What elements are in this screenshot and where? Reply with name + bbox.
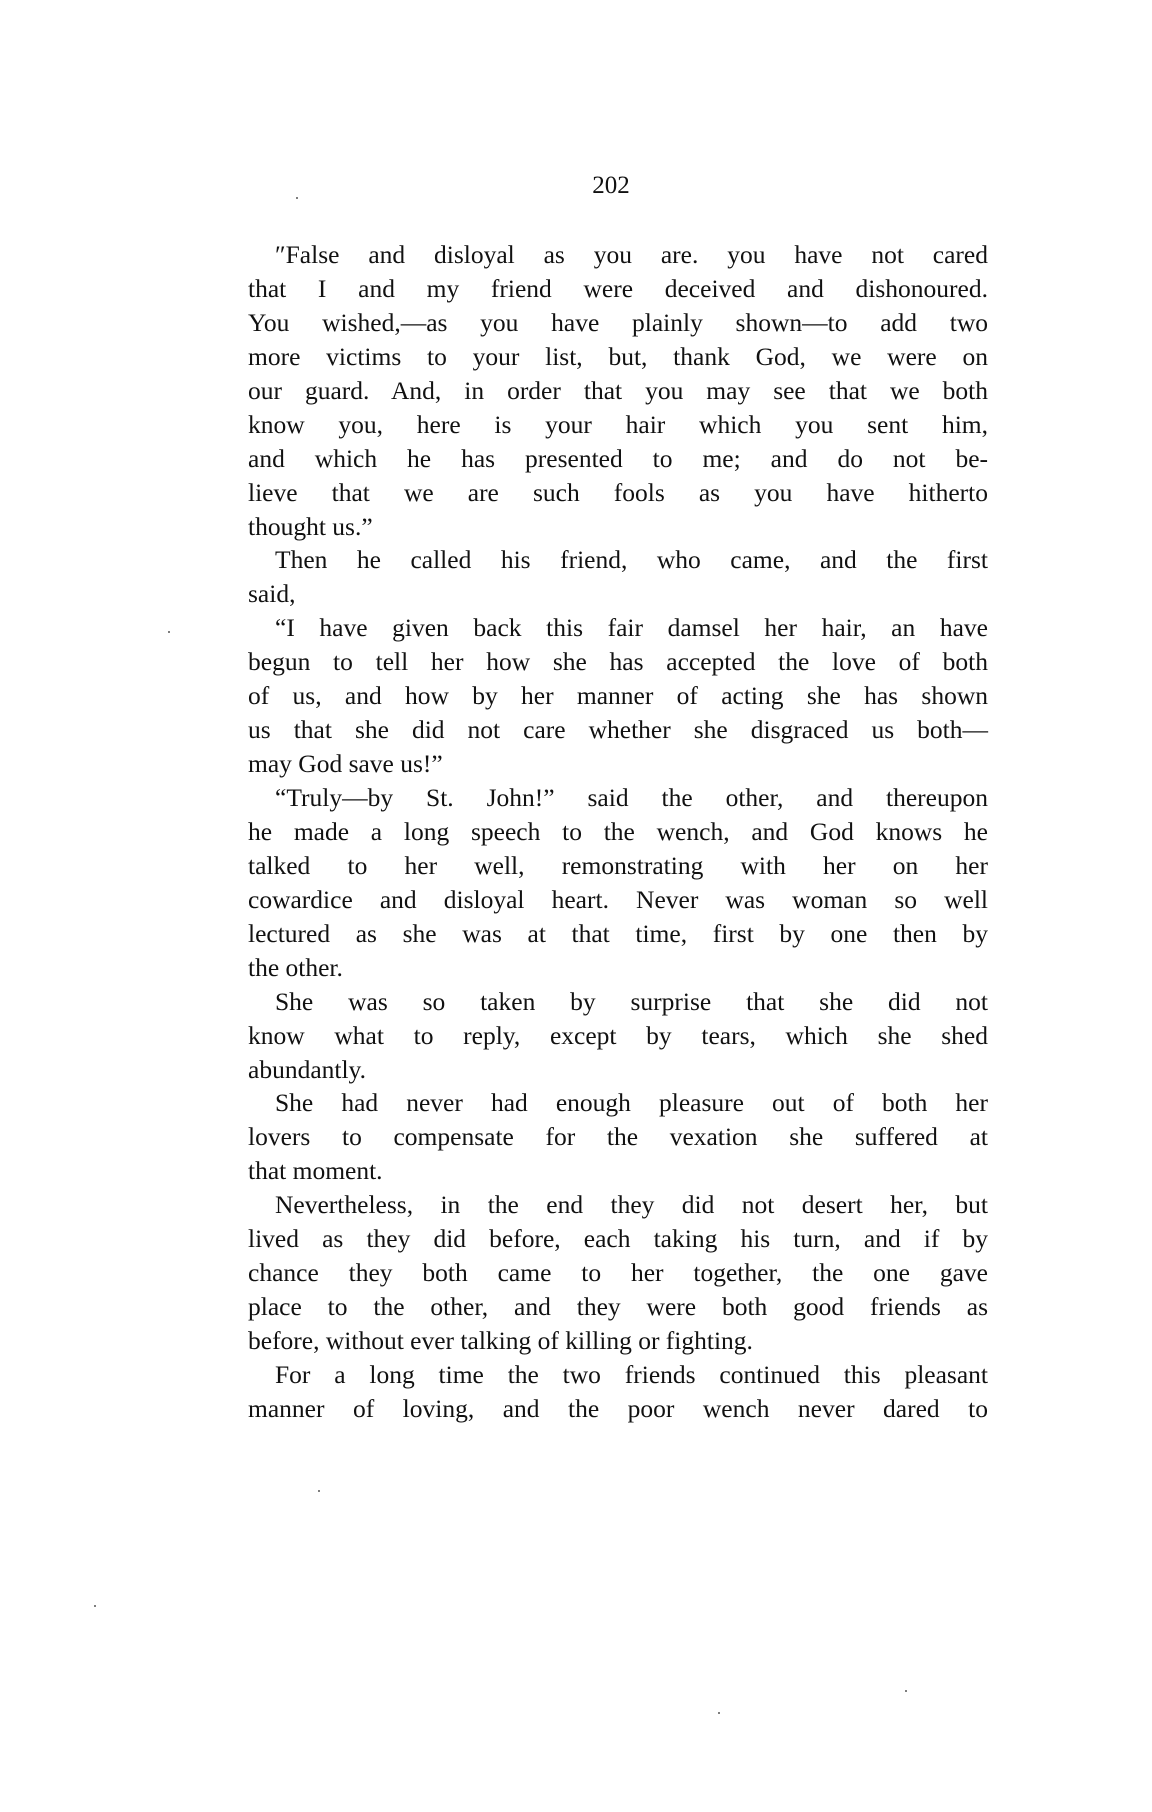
text-line: us that she did not care whether she disgraced us both— xyxy=(248,715,988,745)
text-line: lovers to compensate for the vexation she suffered at xyxy=(248,1122,988,1152)
text-line: Nevertheless, in the end they did not desert her, but xyxy=(275,1190,988,1220)
text-line: lectured as she was at that time, first by one then by xyxy=(248,918,988,948)
paragraph xyxy=(248,985,988,1087)
text-line: thought us.” xyxy=(248,511,373,541)
text-line: the other. xyxy=(248,952,343,982)
paragraph xyxy=(248,611,988,781)
text-line: more victims to your list, but, thank God, we were on xyxy=(248,341,988,371)
body-text xyxy=(248,238,988,1426)
text-line: begun to tell her how she has accepted the love of both xyxy=(248,647,988,677)
scan-speck xyxy=(296,197,298,199)
text-line: “Truly—by St. John!” said the other, and thereupon xyxy=(275,783,988,812)
text-line: chance they both came to her together, the one gave xyxy=(248,1258,988,1288)
text-line: talked to her well, remonstrating with her on her xyxy=(248,850,988,880)
text-line: our guard. And, in order that you may see that we both xyxy=(248,375,988,405)
text-line: For a long time the two friends continued this pleasant xyxy=(275,1359,988,1389)
paragraph xyxy=(248,238,988,543)
text-line: manner of loving, and the poor wench never dared to xyxy=(248,1393,988,1423)
text-line: know you, here is your hair which you sent him, xyxy=(248,409,988,439)
paragraph xyxy=(248,1358,988,1426)
paragraph xyxy=(248,1086,988,1188)
text-line: know what to reply, except by tears, which she shed xyxy=(248,1020,988,1050)
text-line: lived as they did before, each taking his turn, and if by xyxy=(248,1224,988,1254)
scan-speck xyxy=(318,1490,320,1492)
text-line: She was so taken by surprise that she did not xyxy=(275,986,988,1016)
text-line: that I and my friend were deceived and dishonoured. xyxy=(248,273,988,303)
text-line: She had never had enough pleasure out of both her xyxy=(275,1088,988,1118)
scan-speck xyxy=(905,1690,907,1692)
scan-speck xyxy=(168,631,170,633)
text-line: abundantly. xyxy=(248,1054,367,1084)
text-line: and which he has presented to me; and do not be- xyxy=(248,443,988,473)
text-line: he made a long speech to the wench, and God knows he xyxy=(248,816,988,846)
text-line: You wished,—as you have plainly shown—to add two xyxy=(248,307,988,337)
text-line: cowardice and disloyal heart. Never was woman so well xyxy=(248,884,988,914)
text-line: of us, and how by her manner of acting she has shown xyxy=(248,681,988,711)
text-line: that moment. xyxy=(248,1156,383,1186)
paragraph xyxy=(248,543,988,611)
text-line: Then he called his friend, who came, and the first xyxy=(275,545,988,575)
text-line: lieve that we are such fools as you have hitherto xyxy=(248,477,988,507)
text-line: said, xyxy=(248,579,296,609)
text-line: may God save us!” xyxy=(248,749,443,779)
text-line: “I have given back this fair damsel her hair, an have xyxy=(275,613,988,643)
paragraph xyxy=(248,1188,988,1358)
scan-speck xyxy=(718,1712,720,1714)
text-line: ″False and disloyal as you are. you have not cared xyxy=(275,240,988,269)
paragraph xyxy=(248,781,988,985)
page-number: 202 xyxy=(592,172,630,199)
text-line: before, without ever talking of killing or fighting. xyxy=(248,1326,753,1355)
scan-speck xyxy=(94,1605,96,1607)
text-line: place to the other, and they were both good friends as xyxy=(248,1292,988,1322)
